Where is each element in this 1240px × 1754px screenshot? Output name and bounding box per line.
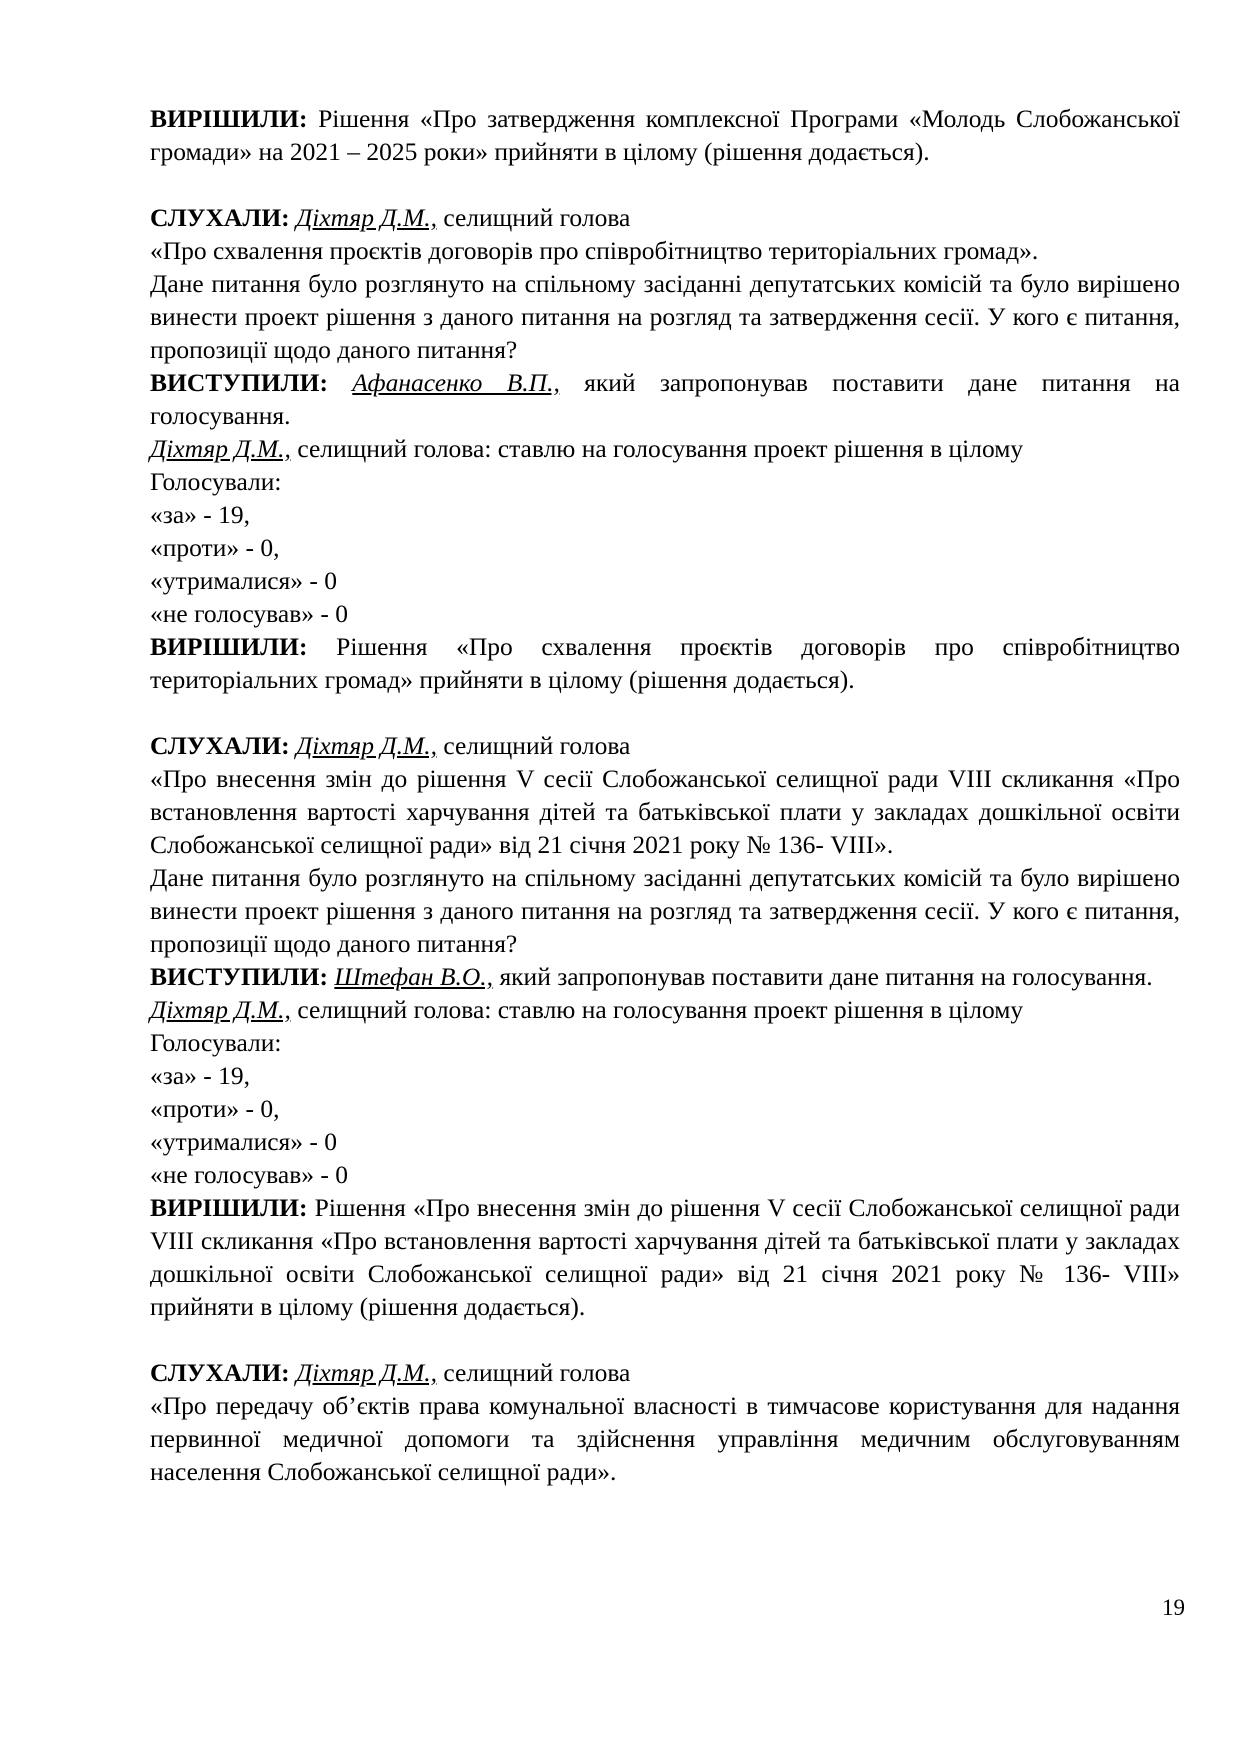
chair-text: селищний голова: ставлю на голосування проект рішення в цілому — [290, 995, 1024, 1024]
resolved-label: ВИРІШИЛИ: — [150, 632, 308, 661]
heard-label: СЛУХАЛИ: — [150, 731, 290, 760]
speaker-role: селищний голова — [436, 1358, 631, 1387]
speaker-name: Афанасенко В.П., — [352, 368, 560, 397]
agenda-topic: «Про схвалення проєктів договорів про співробітництво територіальних громад». — [150, 236, 1039, 265]
speaker-name: Штефан В.О., — [334, 962, 494, 991]
vote-abstained: «утрималися» - 0 — [150, 1127, 338, 1156]
chair-name: Діхтяр Д.М., — [150, 995, 291, 1024]
spoke-label: ВИСТУПИЛИ: — [150, 368, 328, 397]
voted-label: Голосували: — [150, 467, 282, 496]
vote-against: «проти» - 0, — [150, 1094, 280, 1123]
resolution-paragraph — [150, 102, 1180, 168]
spacer — [150, 1323, 1180, 1356]
heard-label: СЛУХАЛИ: — [150, 1358, 290, 1387]
spoke-label: ВИСТУПИЛИ: — [150, 962, 328, 991]
speaker-role: селищний голова — [436, 731, 631, 760]
agenda-topic: «Про внесення змін до рішення V сесії Слобожанської селищної ради VIII скликання «Про встановлення вартості харчування дітей та батьківської плати у закладах дошкільної освіти Слобожанської селищної ради» від 21 січня 2021 року № 136- VIII». — [150, 764, 1180, 859]
spoke-paragraph — [150, 366, 1180, 432]
vote-not-voted: «не голосував» - 0 — [150, 599, 348, 628]
chair-line — [150, 993, 1180, 1026]
vote-abstained: «утрималися» - 0 — [150, 566, 338, 595]
spoke-text: який запропонував поставити дане питання на голосування. — [150, 368, 1180, 430]
speaker-name: Діхтяр Д.М., — [296, 731, 437, 760]
chair-text: селищний голова: ставлю на голосування проект рішення в цілому — [290, 434, 1024, 463]
discussion-text: Дане питання було розглянуто на спільному засіданні депутатських комісій та було вирішено винести проект рішення з даного питання на розгляд та затвердження сесії. У кого є питання, пропозиції щодо даного питання? — [150, 269, 1180, 364]
chair-name: Діхтяр Д.М., — [150, 434, 291, 463]
agenda-topic: «Про передачу об’єктів права комунальної власності в тимчасове користування для надання первинної медичної допомоги та здійснення управління медичним обслуговуванням населення Слобожанської селищної ради». — [150, 1391, 1180, 1486]
spoke-text: який запропонував поставити дане питання на голосування. — [493, 962, 1153, 991]
resolution-text: Рішення «Про затвердження комплексної Програми «Молодь Слобожанської громади» на 2021 – 2025 роки» прийняти в цілому (рішення додається). — [150, 104, 1180, 166]
document-page — [150, 102, 1180, 1488]
vote-for: «за» - 19, — [150, 1061, 251, 1090]
resolution-paragraph — [150, 1191, 1180, 1323]
page-number: 19 — [1162, 1595, 1185, 1620]
voted-label: Голосували: — [150, 1028, 282, 1057]
chair-line — [150, 432, 1180, 465]
spacer — [150, 696, 1180, 729]
speaker-name: Діхтяр Д.М., — [296, 1358, 437, 1387]
resolution-text: Рішення «Про внесення змін до рішення V сесії Слобожанської селищної ради VIII скликання «Про встановлення вартості харчування дітей та батьківської плати у закладах дошкільної освіти Слобожанської селищної ради» від 21 січня 2021 року № 136- VIII» прийняти в цілому (рішення додається). — [150, 1193, 1180, 1321]
spacer — [150, 168, 1180, 201]
spoke-paragraph — [150, 960, 1180, 993]
heard-line — [150, 729, 1180, 762]
vote-against: «проти» - 0, — [150, 533, 280, 562]
heard-line — [150, 201, 1180, 234]
resolved-label: ВИРІШИЛИ: — [150, 1193, 308, 1222]
discussion-text: Дане питання було розглянуто на спільному засіданні депутатських комісій та було вирішено винести проект рішення з даного питання на розгляд та затвердження сесії. У кого є питання, пропозиції щодо даного питання? — [150, 863, 1180, 958]
speaker-name: Діхтяр Д.М., — [296, 203, 437, 232]
heard-line — [150, 1356, 1180, 1389]
vote-for: «за» - 19, — [150, 500, 251, 529]
speaker-role: селищний голова — [436, 203, 631, 232]
vote-not-voted: «не голосував» - 0 — [150, 1160, 348, 1189]
heard-label: СЛУХАЛИ: — [150, 203, 290, 232]
resolution-paragraph — [150, 630, 1180, 696]
resolution-text: Рішення «Про схвалення проєктів договорів про співробітництво територіальних громад» прийняти в цілому (рішення додається). — [150, 632, 1180, 694]
resolved-label: ВИРІШИЛИ: — [150, 104, 308, 133]
